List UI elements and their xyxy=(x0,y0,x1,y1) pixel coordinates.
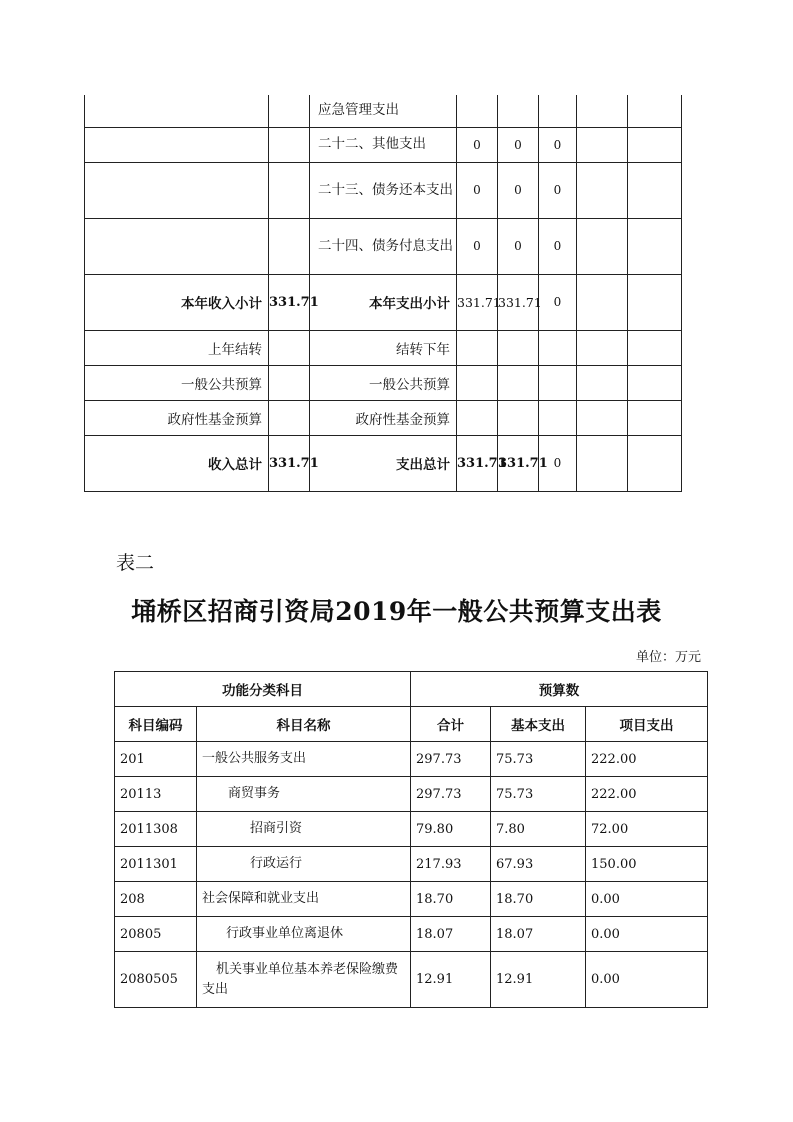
cell-value: 0 xyxy=(539,162,577,218)
column-header-total: 合计 xyxy=(411,707,491,742)
total-value: 18.70 xyxy=(411,882,491,917)
cell-value: 0 xyxy=(539,127,577,162)
project-value: 0.00 xyxy=(586,882,708,917)
expense-subtotal-label: 本年支出小计 xyxy=(310,274,457,330)
table-row xyxy=(115,812,708,847)
subject-code: 20113 xyxy=(115,777,197,812)
subject-code: 208 xyxy=(115,882,197,917)
subject-name: 商贸事务 xyxy=(197,777,411,812)
table-row xyxy=(85,162,682,218)
subject-code: 201 xyxy=(115,742,197,777)
subject-name: 行政事业单位离退休 xyxy=(197,917,411,952)
table-row xyxy=(85,218,682,274)
basic-value: 67.93 xyxy=(491,847,586,882)
column-header-basic: 基本支出 xyxy=(491,707,586,742)
subject-code: 2080505 xyxy=(115,952,197,1008)
table-row xyxy=(115,742,708,777)
table-row xyxy=(115,847,708,882)
cell-value: 0 xyxy=(498,127,539,162)
table-row xyxy=(85,330,682,365)
project-value: 0.00 xyxy=(586,917,708,952)
total-value: 217.93 xyxy=(411,847,491,882)
subject-name: 社会保障和就业支出 xyxy=(197,882,411,917)
expense-total-label: 支出总计 xyxy=(310,435,457,491)
table-header-row xyxy=(115,707,708,742)
total-value: 79.80 xyxy=(411,812,491,847)
subject-code: 20805 xyxy=(115,917,197,952)
total-value: 297.73 xyxy=(411,777,491,812)
table-row xyxy=(115,917,708,952)
income-item-label: 上年结转 xyxy=(85,330,269,365)
total-value: 18.07 xyxy=(411,917,491,952)
basic-value: 18.70 xyxy=(491,882,586,917)
subject-name: 行政运行 xyxy=(197,847,411,882)
project-value: 150.00 xyxy=(586,847,708,882)
expense-item-label: 结转下年 xyxy=(310,330,457,365)
table-label: 表二 xyxy=(116,552,155,574)
cell-value: 0 xyxy=(457,162,498,218)
expense-item-label: 二十三、债务还本支出 xyxy=(310,162,457,218)
project-value: 0.00 xyxy=(586,952,708,1008)
page-title: 埇桥区招商引资局2019年一般公共预算支出表 xyxy=(131,597,662,626)
total-value: 297.73 xyxy=(411,742,491,777)
budget-amount-header: 预算数 xyxy=(411,672,708,707)
table-group-header-row xyxy=(115,672,708,707)
basic-value: 18.07 xyxy=(491,917,586,952)
subject-code: 2011301 xyxy=(115,847,197,882)
column-header-project: 项目支出 xyxy=(586,707,708,742)
income-total-label: 收入总计 xyxy=(85,435,269,491)
income-expense-summary-table xyxy=(84,95,682,492)
income-subtotal-label: 本年收入小计 xyxy=(85,274,269,330)
cell-value: 331.71 xyxy=(498,435,539,491)
expense-item-label: 政府性基金预算 xyxy=(310,400,457,435)
total-value: 12.91 xyxy=(411,952,491,1008)
cell-value: 0 xyxy=(539,435,577,491)
table-row xyxy=(115,952,708,1008)
expense-budget-table xyxy=(114,671,708,1008)
expense-item-label: 应急管理支出 xyxy=(310,95,457,127)
unit-label: 单位：万元 xyxy=(635,650,701,665)
total-row xyxy=(85,435,682,491)
cell-value: 0 xyxy=(457,218,498,274)
basic-value: 12.91 xyxy=(491,952,586,1008)
subject-name: 机关事业单位基本养老保险缴费支出 xyxy=(197,952,411,1008)
table-row xyxy=(115,777,708,812)
cell-value: 0 xyxy=(498,162,539,218)
basic-value: 75.73 xyxy=(491,777,586,812)
table-row xyxy=(85,400,682,435)
cell-value: 0 xyxy=(539,218,577,274)
cell-value: 331.71 xyxy=(498,274,539,330)
table-row xyxy=(115,882,708,917)
column-header-name: 科目名称 xyxy=(197,707,411,742)
subject-name: 一般公共服务支出 xyxy=(197,742,411,777)
cell-value: 331.71 xyxy=(457,274,498,330)
subject-name: 招商引资 xyxy=(197,812,411,847)
cell-value: 0 xyxy=(539,274,577,330)
income-item-label: 政府性基金预算 xyxy=(85,400,269,435)
income-total-value: 331.71 xyxy=(269,435,310,491)
table-row xyxy=(85,365,682,400)
project-value: 222.00 xyxy=(586,742,708,777)
column-header-code: 科目编码 xyxy=(115,707,197,742)
income-subtotal-value: 331.71 xyxy=(269,274,310,330)
cell-value: 331.71 xyxy=(457,435,498,491)
expense-item-label: 二十四、债务付息支出 xyxy=(310,218,457,274)
cell-value: 0 xyxy=(457,127,498,162)
subtotal-row xyxy=(85,274,682,330)
basic-value: 7.80 xyxy=(491,812,586,847)
expense-item-label: 二十二、其他支出 xyxy=(310,127,457,162)
subject-code: 2011308 xyxy=(115,812,197,847)
table-row xyxy=(85,95,682,127)
income-item-label: 一般公共预算 xyxy=(85,365,269,400)
project-value: 222.00 xyxy=(586,777,708,812)
functional-classification-header: 功能分类科目 xyxy=(115,672,411,707)
expense-item-label: 一般公共预算 xyxy=(310,365,457,400)
table-row xyxy=(85,127,682,162)
basic-value: 75.73 xyxy=(491,742,586,777)
project-value: 72.00 xyxy=(586,812,708,847)
cell-value: 0 xyxy=(498,218,539,274)
